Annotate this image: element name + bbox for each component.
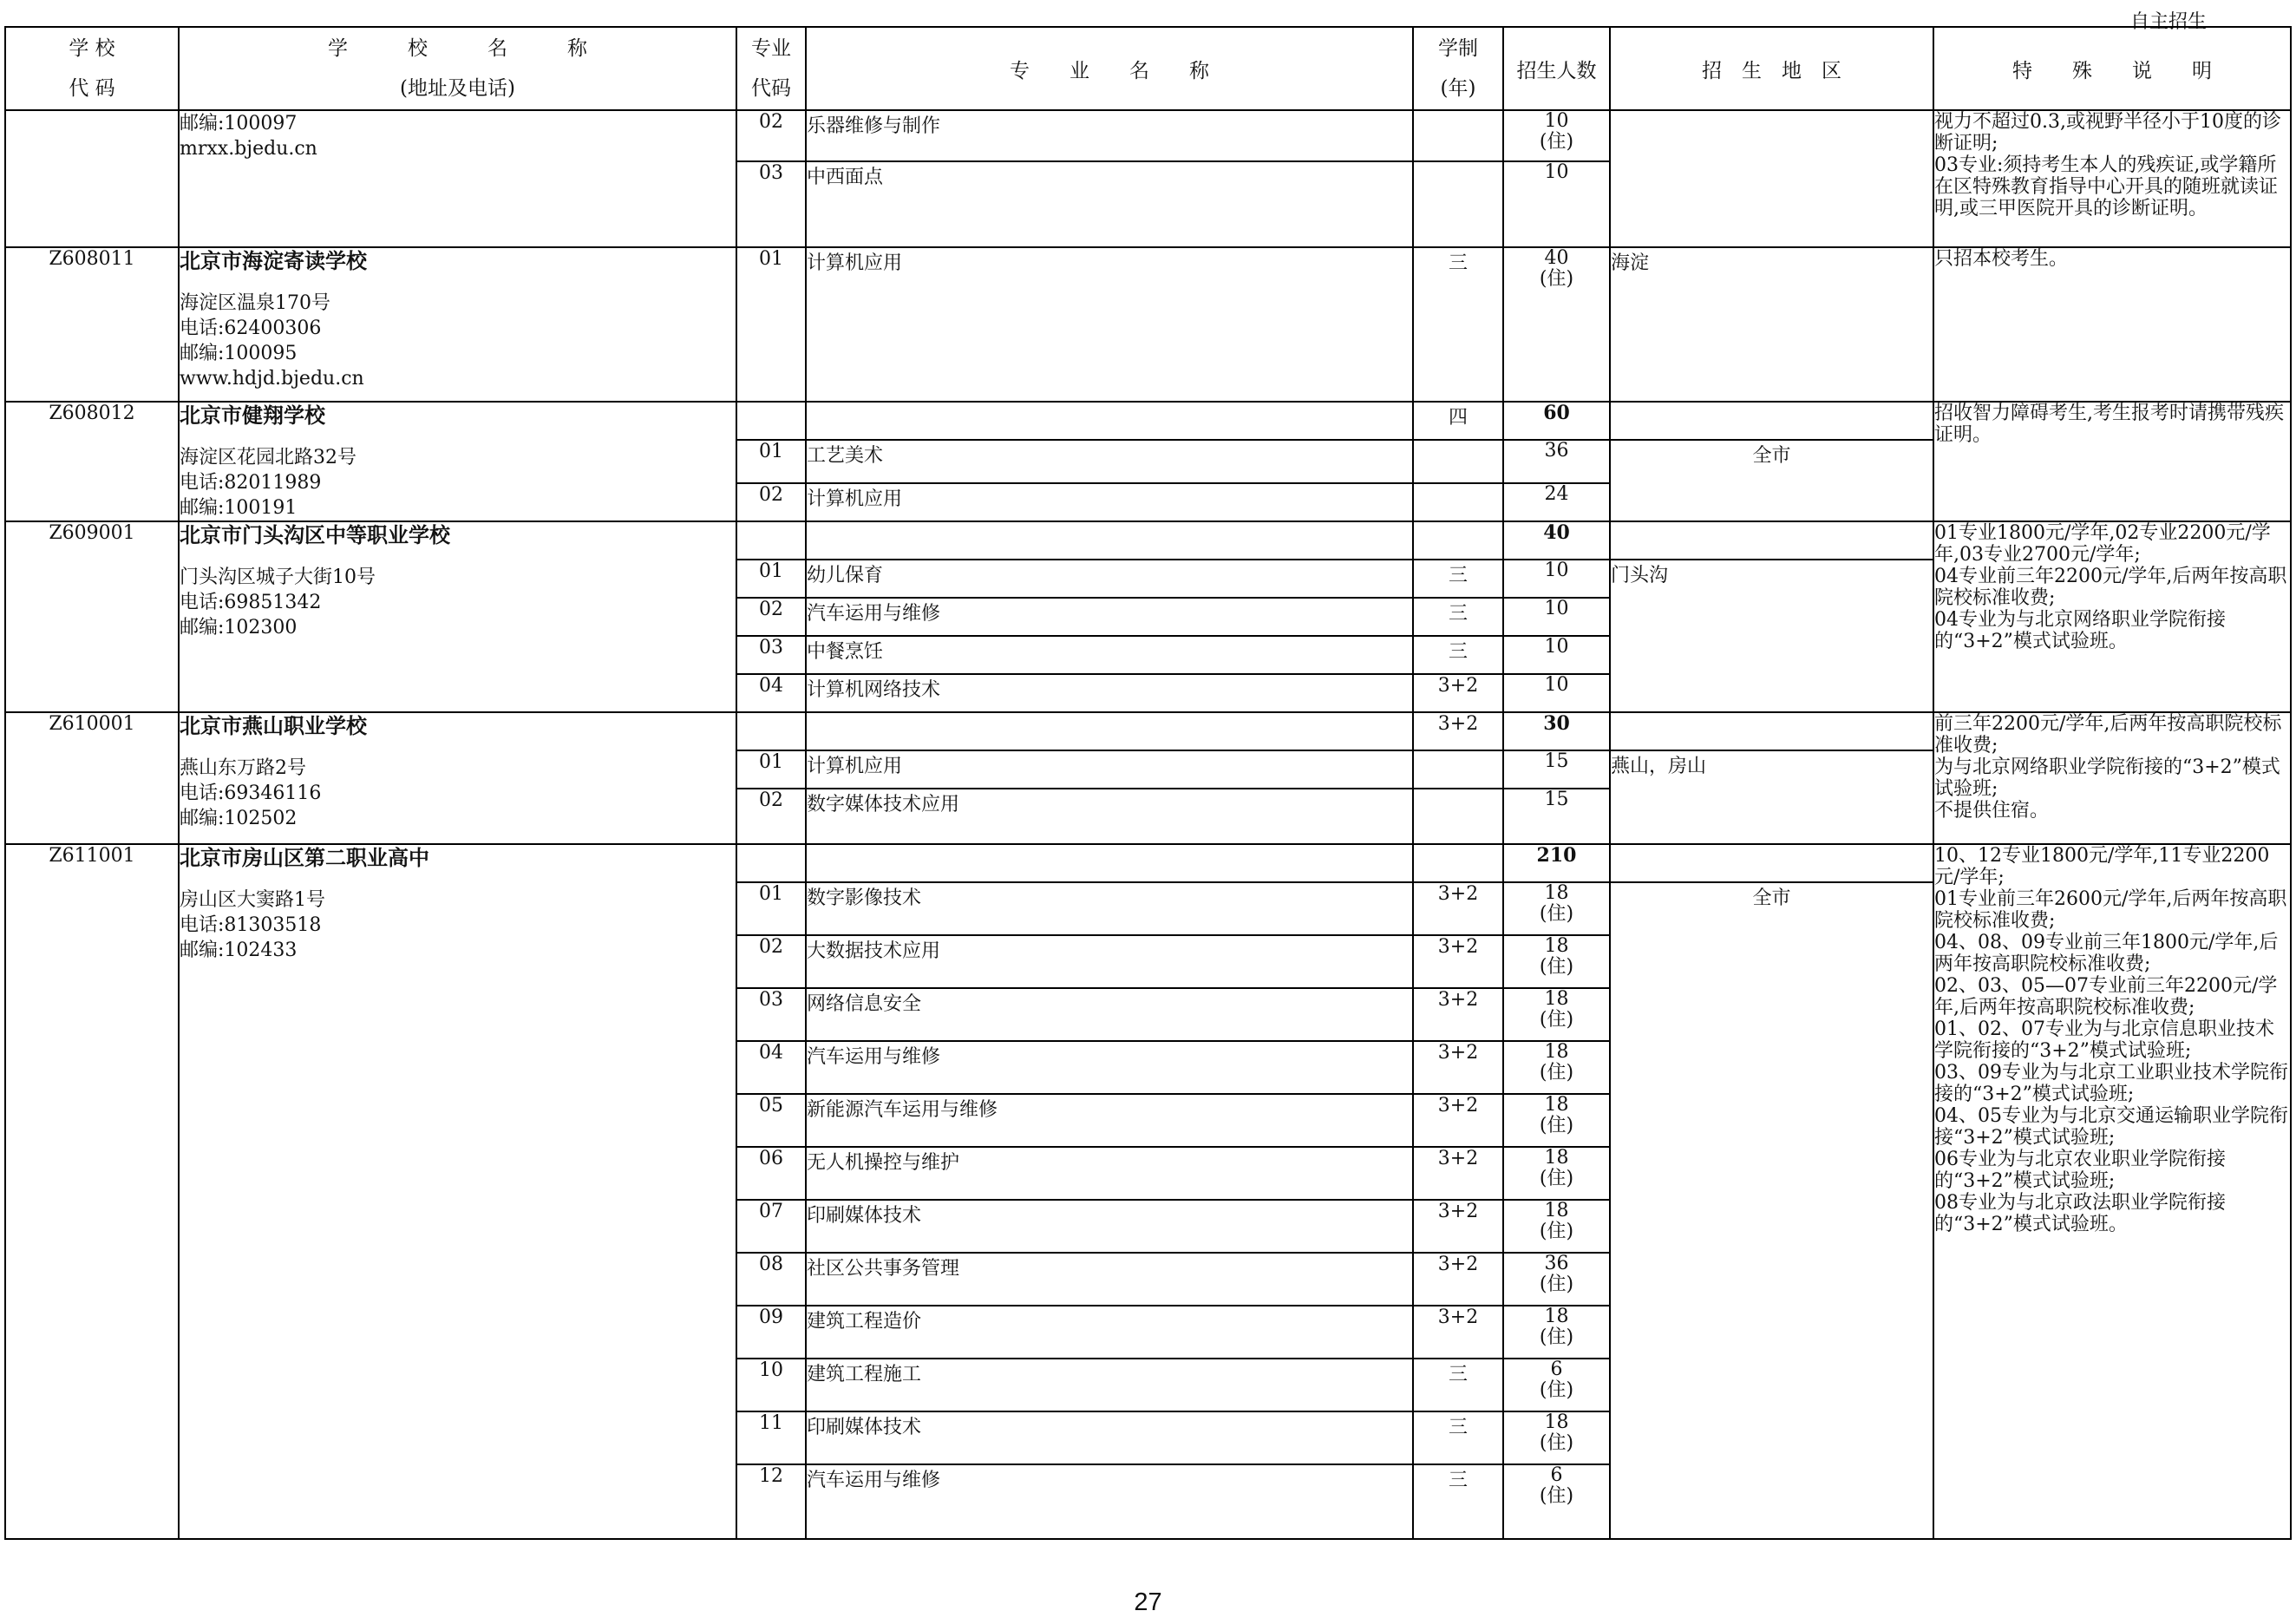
program-name <box>806 402 1413 440</box>
program-code: 02 <box>736 110 806 161</box>
header-region: 招 生 地 区 <box>1610 27 1933 110</box>
school-total: 40 <box>1503 521 1610 560</box>
program-name: 无人机操控与维护 <box>806 1147 1413 1200</box>
program-name: 汽车运用与维修 <box>806 1041 1413 1094</box>
program-name: 计算机应用 <box>806 750 1413 789</box>
program-name: 网络信息安全 <box>806 988 1413 1041</box>
program-count: 15 <box>1503 750 1610 789</box>
school-name: 北京市海淀寄读学校 <box>180 248 367 273</box>
program-years: 3+2 <box>1413 1094 1503 1147</box>
program-count: 10 <box>1503 598 1610 636</box>
school-info-cell: 北京市燕山职业学校 燕山东万路2号 电话:69346116 邮编:102502 <box>179 712 736 844</box>
program-years <box>1413 750 1503 789</box>
program-years <box>1413 161 1503 247</box>
program-years <box>1413 110 1503 161</box>
program-code: 04 <box>736 674 806 712</box>
program-name: 数字媒体技术应用 <box>806 789 1413 844</box>
program-years: 三 <box>1413 1464 1503 1539</box>
program-years <box>1413 440 1503 483</box>
program-years: 三 <box>1413 247 1503 402</box>
school-name: 北京市房山区第二职业高中 <box>180 845 429 870</box>
program-name <box>806 844 1413 882</box>
table-row <box>5 247 2291 402</box>
program-name: 中餐烹饪 <box>806 636 1413 674</box>
region-cell <box>1610 110 1933 247</box>
program-code: 04 <box>736 1041 806 1094</box>
program-years <box>1413 789 1503 844</box>
program-years: 3+2 <box>1413 935 1503 988</box>
program-code <box>736 844 806 882</box>
program-code <box>736 712 806 750</box>
program-count: 24 <box>1503 483 1610 521</box>
program-count: 18 (住) <box>1503 1041 1610 1094</box>
program-count: 18 (住) <box>1503 882 1610 935</box>
header-notes: 特 殊 说 明 <box>1933 27 2291 110</box>
program-code: 01 <box>736 882 806 935</box>
school-info-cell: 北京市房山区第二职业高中 房山区大窦路1号 电话:81303518 邮编:102433 <box>179 844 736 1539</box>
program-code: 12 <box>736 1464 806 1539</box>
header-prog-code: 专业 代码 <box>736 27 806 110</box>
program-code: 06 <box>736 1147 806 1200</box>
program-count: 15 <box>1503 789 1610 844</box>
program-years: 三 <box>1413 1411 1503 1464</box>
program-code <box>736 402 806 440</box>
region-cell <box>1610 521 1933 560</box>
school-total: 60 <box>1503 402 1610 440</box>
program-count: 36 (住) <box>1503 1253 1610 1306</box>
program-code: 01 <box>736 247 806 402</box>
program-count: 18 (住) <box>1503 1200 1610 1253</box>
remarks-cell: 视力不超过0.3,或视野半径小于10度的诊断证明; 03专业:须持考生本人的残疾证,或学籍所在区特殊教育指导中心开具的随班就读证明,或三甲医院开具的诊断证明。 <box>1933 110 2291 247</box>
program-code: 03 <box>736 988 806 1041</box>
program-count: 6 (住) <box>1503 1359 1610 1411</box>
program-count: 10 <box>1503 674 1610 712</box>
program-count: 40 (住) <box>1503 247 1610 402</box>
program-name: 建筑工程造价 <box>806 1306 1413 1359</box>
school-code: Z608011 <box>5 247 179 402</box>
program-years: 3+2 <box>1413 1041 1503 1094</box>
school-info-cell: 北京市海淀寄读学校 海淀区温泉170号 电话:62400306 邮编:100095 www.hdjd.bjedu.cn <box>179 247 736 402</box>
program-name <box>806 521 1413 560</box>
table-row <box>5 712 2291 750</box>
program-name: 幼儿保育 <box>806 560 1413 598</box>
school-info-cell: 北京市门头沟区中等职业学校 门头沟区城子大街10号 电话:69851342 邮编:102300 <box>179 521 736 712</box>
program-years: 3+2 <box>1413 674 1503 712</box>
program-name: 大数据技术应用 <box>806 935 1413 988</box>
school-code: Z609001 <box>5 521 179 712</box>
program-code: 11 <box>736 1411 806 1464</box>
region-cell: 海淀 <box>1610 247 1933 402</box>
header-school-code: 学 校 代 码 <box>5 27 179 110</box>
program-years: 三 <box>1413 1359 1503 1411</box>
program-code: 02 <box>736 789 806 844</box>
school-info-cell: 北京市健翔学校 海淀区花园北路32号 电话:82011989 邮编:100191 <box>179 402 736 521</box>
program-name: 工艺美术 <box>806 440 1413 483</box>
header-school-name: 学 校 名 称 (地址及电话) <box>179 27 736 110</box>
school-code-cell <box>5 110 179 247</box>
school-name: 北京市健翔学校 <box>180 403 325 428</box>
program-code: 07 <box>736 1200 806 1253</box>
region-cell: 门头沟 <box>1610 560 1933 712</box>
school-years <box>1413 844 1503 882</box>
program-years: 三 <box>1413 636 1503 674</box>
program-name: 数字影像技术 <box>806 882 1413 935</box>
school-total: 30 <box>1503 712 1610 750</box>
school-name: 北京市门头沟区中等职业学校 <box>180 522 450 547</box>
school-years <box>1413 521 1503 560</box>
program-count: 18 (住) <box>1503 1411 1610 1464</box>
program-count: 18 (住) <box>1503 988 1610 1041</box>
program-name: 社区公共事务管理 <box>806 1253 1413 1306</box>
program-years <box>1413 483 1503 521</box>
program-years: 3+2 <box>1413 1147 1503 1200</box>
program-code <box>736 521 806 560</box>
remarks-cell: 只招本校考生。 <box>1933 247 2291 402</box>
school-name: 北京市燕山职业学校 <box>180 713 367 738</box>
remarks-cell: 10、12专业1800元/学年,11专业2200元/学年; 01专业前三年2600元/学年,后两年按高职院校标准收费; 04、08、09专业前三年1800元/学年,后两年按高职院校标准收费; 02、03、05—07专业前三年2200元/学年,后两年按高职院校标准收费; 01、02、07专业为与北京信息职业技术学院衔接的“3+2”模式试验班; 03、09专业为与北京工业职业技术学院衔接的“3+2”模式试验班; 04、05专业为与北京交通运输职业学院衔接“3+2”模式试验班; 06专业为与北京农业职业学院衔接的“3+2”模式试验班; 08专业为与北京政法职业学院衔接的“3+2”模式试验班。 <box>1933 844 2291 1539</box>
program-count: 10 (住) <box>1503 110 1610 161</box>
program-count: 18 (住) <box>1503 1094 1610 1147</box>
program-name: 新能源汽车运用与维修 <box>806 1094 1413 1147</box>
remarks-cell: 01专业1800元/学年,02专业2200元/学年,03专业2700元/学年; 04专业前三年2200元/学年,后两年按高职院校标准收费; 04专业为与北京网络职业学院衔接的“3+2”模式试验班。 <box>1933 521 2291 712</box>
table-row <box>5 844 2291 882</box>
region-cell <box>1610 844 1933 882</box>
program-years: 3+2 <box>1413 1306 1503 1359</box>
program-name: 印刷媒体技术 <box>806 1200 1413 1253</box>
header-prog-name: 专 业 名 称 <box>806 27 1413 110</box>
program-code: 10 <box>736 1359 806 1411</box>
program-years: 3+2 <box>1413 1200 1503 1253</box>
program-name: 计算机网络技术 <box>806 674 1413 712</box>
program-years: 3+2 <box>1413 988 1503 1041</box>
program-code: 02 <box>736 483 806 521</box>
program-name: 乐器维修与制作 <box>806 110 1413 161</box>
school-code: Z608012 <box>5 402 179 521</box>
program-count: 18 (住) <box>1503 1147 1610 1200</box>
program-code: 03 <box>736 636 806 674</box>
program-name <box>806 712 1413 750</box>
school-years: 四 <box>1413 402 1503 440</box>
region-cell: 全市 <box>1610 440 1933 521</box>
remarks-cell: 前三年2200元/学年,后两年按高职院校标准收费; 为与北京网络职业学院衔接的“3+2”模式试验班; 不提供住宿。 <box>1933 712 2291 844</box>
program-count: 10 <box>1503 560 1610 598</box>
school-info-cell: 邮编:100097 mrxx.bjedu.cn <box>179 110 736 247</box>
program-name: 建筑工程施工 <box>806 1359 1413 1411</box>
program-years: 三 <box>1413 560 1503 598</box>
corner-label: 自主招生 <box>2130 11 2208 33</box>
program-count: 18 (住) <box>1503 1306 1610 1359</box>
program-name: 计算机应用 <box>806 247 1413 402</box>
school-years: 3+2 <box>1413 712 1503 750</box>
program-name: 中西面点 <box>806 161 1413 247</box>
program-years: 3+2 <box>1413 882 1503 935</box>
program-code: 01 <box>736 560 806 598</box>
program-count: 18 (住) <box>1503 935 1610 988</box>
program-code: 02 <box>736 598 806 636</box>
program-name: 汽车运用与维修 <box>806 598 1413 636</box>
school-code: Z611001 <box>5 844 179 1539</box>
table-row <box>5 402 2291 440</box>
program-code: 09 <box>736 1306 806 1359</box>
program-name: 印刷媒体技术 <box>806 1411 1413 1464</box>
enrollment-table <box>4 26 2292 1540</box>
program-years: 三 <box>1413 598 1503 636</box>
program-count: 10 <box>1503 161 1610 247</box>
table-row <box>5 521 2291 560</box>
program-code: 05 <box>736 1094 806 1147</box>
school-code: Z610001 <box>5 712 179 844</box>
header-row <box>5 27 2291 110</box>
program-code: 08 <box>736 1253 806 1306</box>
program-code: 02 <box>736 935 806 988</box>
header-enroll: 招生人数 <box>1503 27 1610 110</box>
school-total: 210 <box>1503 844 1610 882</box>
header-years: 学制 (年) <box>1413 27 1503 110</box>
program-years: 3+2 <box>1413 1253 1503 1306</box>
region-cell <box>1610 712 1933 750</box>
region-cell: 燕山，房山 <box>1610 750 1933 844</box>
program-count: 10 <box>1503 636 1610 674</box>
program-name: 计算机应用 <box>806 483 1413 521</box>
table-row <box>5 110 2291 161</box>
program-code: 03 <box>736 161 806 247</box>
page-number: 27 <box>1134 1588 1162 1616</box>
program-count: 6 (住) <box>1503 1464 1610 1539</box>
program-code: 01 <box>736 440 806 483</box>
program-name: 汽车运用与维修 <box>806 1464 1413 1539</box>
program-code: 01 <box>736 750 806 789</box>
region-cell: 全市 <box>1610 882 1933 1539</box>
remarks-cell: 招收智力障碍考生,考生报考时请携带残疾证明。 <box>1933 402 2291 521</box>
region-cell <box>1610 402 1933 440</box>
program-count: 36 <box>1503 440 1610 483</box>
